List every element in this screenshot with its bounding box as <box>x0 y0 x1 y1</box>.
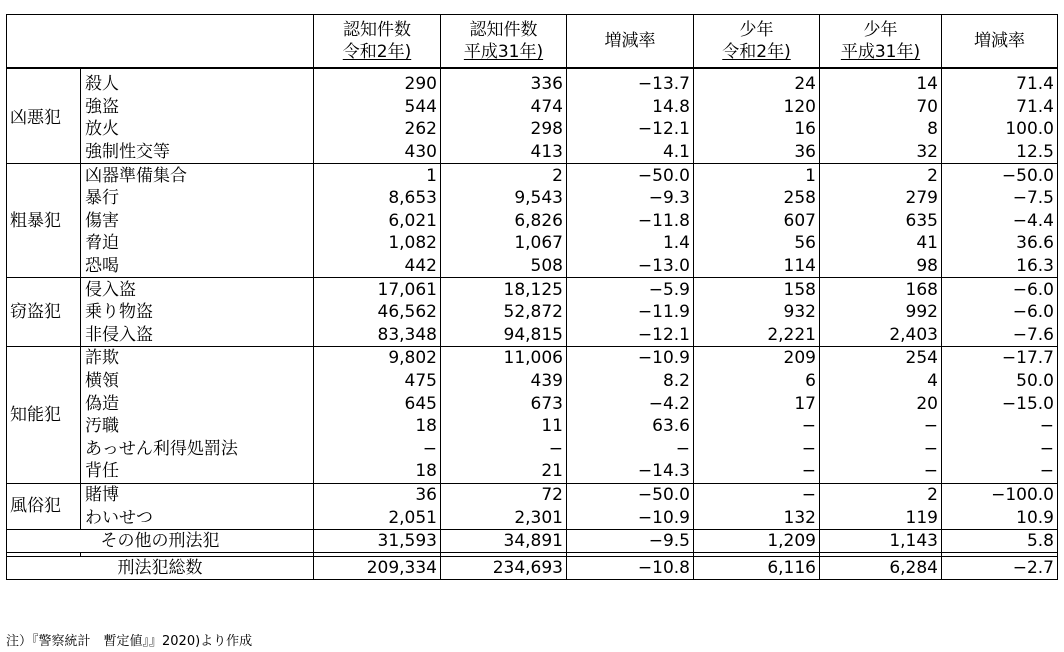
value-cell: 11 <box>441 415 567 438</box>
value-cell: 18,125 <box>441 278 567 301</box>
value-cell: −6.0 <box>942 301 1058 324</box>
crime-type-cell: 偽造 <box>81 392 314 415</box>
table-row <box>7 187 1058 210</box>
crime-type-cell: 背任 <box>81 460 314 483</box>
value-cell: 1,082 <box>314 232 441 255</box>
crime-type-cell: 乗り物盗 <box>81 301 314 324</box>
value-cell: −100.0 <box>942 483 1058 506</box>
value-cell: 1,143 <box>820 529 942 552</box>
value-cell: 2,301 <box>441 506 567 529</box>
value-cell: 6,021 <box>314 210 441 233</box>
value-cell: 17 <box>694 392 820 415</box>
value-cell: − <box>820 438 942 461</box>
group-label: 粗暴犯 <box>7 164 81 278</box>
value-cell: 11,006 <box>441 347 567 370</box>
value-cell: −7.5 <box>942 187 1058 210</box>
value-cell: −12.1 <box>567 324 694 347</box>
value-cell: − <box>942 415 1058 438</box>
value-cell: 98 <box>820 255 942 278</box>
table-row <box>7 141 1058 164</box>
crime-type-cell: 強制性交等 <box>81 141 314 164</box>
value-cell: 290 <box>314 73 441 96</box>
table-row <box>7 324 1058 347</box>
value-cell: 932 <box>694 301 820 324</box>
value-cell: 413 <box>441 141 567 164</box>
value-cell: − <box>567 438 694 461</box>
crime-type-cell: 暴行 <box>81 187 314 210</box>
value-cell: 71.4 <box>942 96 1058 119</box>
table-row <box>7 483 1058 506</box>
value-cell: 298 <box>441 118 567 141</box>
value-cell: 71.4 <box>942 73 1058 96</box>
header-recognized-h31: 認知件数 平成31年) <box>441 15 567 69</box>
value-cell: 2 <box>820 483 942 506</box>
value-cell: −50.0 <box>567 483 694 506</box>
value-cell: 258 <box>694 187 820 210</box>
header-juvenile-r2: 少年 令和2年) <box>694 15 820 69</box>
value-cell: −11.8 <box>567 210 694 233</box>
value-cell: 279 <box>820 187 942 210</box>
crime-type-cell: わいせつ <box>81 506 314 529</box>
value-cell: 1,209 <box>694 529 820 552</box>
value-cell: −7.6 <box>942 324 1058 347</box>
crime-type-cell: 凶器準備集合 <box>81 164 314 187</box>
value-cell: −5.9 <box>567 278 694 301</box>
value-cell: − <box>441 438 567 461</box>
value-cell: 508 <box>441 255 567 278</box>
value-cell: 94,815 <box>441 324 567 347</box>
crime-type-cell: 詐欺 <box>81 347 314 370</box>
value-cell: 158 <box>694 278 820 301</box>
header-blank <box>7 15 314 69</box>
table-row <box>7 118 1058 141</box>
other-crimes-row <box>7 529 1058 552</box>
value-cell: 475 <box>314 370 441 393</box>
value-cell: 2 <box>820 164 942 187</box>
value-cell: − <box>820 460 942 483</box>
value-cell: 2,221 <box>694 324 820 347</box>
value-cell: 18 <box>314 460 441 483</box>
value-cell: 635 <box>820 210 942 233</box>
table-row <box>7 73 1058 96</box>
table-row <box>7 255 1058 278</box>
value-cell: 52,872 <box>441 301 567 324</box>
value-cell: − <box>694 460 820 483</box>
value-cell: 46,562 <box>314 301 441 324</box>
crime-statistics-table <box>6 14 1058 580</box>
value-cell: 673 <box>441 392 567 415</box>
crime-type-cell: 殺人 <box>81 73 314 96</box>
value-cell: 336 <box>441 73 567 96</box>
value-cell: 32 <box>820 141 942 164</box>
crime-type-cell: 侵入盗 <box>81 278 314 301</box>
value-cell: 544 <box>314 96 441 119</box>
value-cell: 16.3 <box>942 255 1058 278</box>
table-row <box>7 438 1058 461</box>
value-cell: 2,051 <box>314 506 441 529</box>
value-cell: 10.9 <box>942 506 1058 529</box>
value-cell: 8.2 <box>567 370 694 393</box>
crime-type-cell: 放火 <box>81 118 314 141</box>
value-cell: 1 <box>694 164 820 187</box>
other-crimes-row-label: その他の刑法犯 <box>7 529 314 552</box>
value-cell: 132 <box>694 506 820 529</box>
value-cell: 8,653 <box>314 187 441 210</box>
value-cell: 100.0 <box>942 118 1058 141</box>
value-cell: 168 <box>820 278 942 301</box>
header-recognized-r2: 認知件数 令和2年) <box>314 15 441 69</box>
value-cell: 14.8 <box>567 96 694 119</box>
value-cell: 70 <box>820 96 942 119</box>
header-row <box>7 15 1058 69</box>
table-row <box>7 460 1058 483</box>
table-row <box>7 96 1058 119</box>
value-cell: −2.7 <box>942 556 1058 579</box>
value-cell: −10.8 <box>567 556 694 579</box>
source-note: 注）『警察統計 暫定値』』2020)より作成 <box>6 634 253 649</box>
value-cell: − <box>694 483 820 506</box>
table-row <box>7 278 1058 301</box>
value-cell: 474 <box>441 96 567 119</box>
value-cell: 63.6 <box>567 415 694 438</box>
value-cell: 36 <box>694 141 820 164</box>
table-body <box>7 68 1058 579</box>
crime-type-cell: 強盗 <box>81 96 314 119</box>
value-cell: 2 <box>441 164 567 187</box>
value-cell: 607 <box>694 210 820 233</box>
crime-type-cell: 恐喝 <box>81 255 314 278</box>
value-cell: 21 <box>441 460 567 483</box>
table-row <box>7 506 1058 529</box>
value-cell: 36.6 <box>942 232 1058 255</box>
table-row <box>7 232 1058 255</box>
total-row-label: 刑法犯総数 <box>7 556 314 579</box>
value-cell: − <box>820 415 942 438</box>
value-cell: −4.4 <box>942 210 1058 233</box>
crime-type-cell: 賭博 <box>81 483 314 506</box>
crime-type-cell: あっせん利得処罰法 <box>81 438 314 461</box>
value-cell: −15.0 <box>942 392 1058 415</box>
value-cell: 442 <box>314 255 441 278</box>
value-cell: 34,891 <box>441 529 567 552</box>
value-cell: 262 <box>314 118 441 141</box>
value-cell: 4.1 <box>567 141 694 164</box>
value-cell: − <box>694 438 820 461</box>
value-cell: 114 <box>694 255 820 278</box>
value-cell: −11.9 <box>567 301 694 324</box>
crime-statistics-table-container <box>6 14 1058 580</box>
value-cell: 254 <box>820 347 942 370</box>
table-row <box>7 164 1058 187</box>
value-cell: −10.9 <box>567 347 694 370</box>
value-cell: −13.0 <box>567 255 694 278</box>
value-cell: 119 <box>820 506 942 529</box>
value-cell: −13.7 <box>567 73 694 96</box>
value-cell: 9,543 <box>441 187 567 210</box>
value-cell: −9.5 <box>567 529 694 552</box>
value-cell: 14 <box>820 73 942 96</box>
value-cell: 9,802 <box>314 347 441 370</box>
group-label: 凶悪犯 <box>7 73 81 164</box>
value-cell: 36 <box>314 483 441 506</box>
value-cell: 645 <box>314 392 441 415</box>
value-cell: 430 <box>314 141 441 164</box>
value-cell: 6,284 <box>820 556 942 579</box>
value-cell: 83,348 <box>314 324 441 347</box>
crime-type-cell: 非侵入盗 <box>81 324 314 347</box>
value-cell: − <box>942 460 1058 483</box>
value-cell: 56 <box>694 232 820 255</box>
header-juvenile-h31: 少年 平成31年) <box>820 15 942 69</box>
crime-type-cell: 傷害 <box>81 210 314 233</box>
table-row <box>7 370 1058 393</box>
value-cell: 5.8 <box>942 529 1058 552</box>
value-cell: 6,826 <box>441 210 567 233</box>
crime-type-cell: 汚職 <box>81 415 314 438</box>
group-label: 知能犯 <box>7 347 81 484</box>
value-cell: − <box>942 438 1058 461</box>
value-cell: 31,593 <box>314 529 441 552</box>
total-row <box>7 556 1058 579</box>
value-cell: 439 <box>441 370 567 393</box>
value-cell: 8 <box>820 118 942 141</box>
table-row <box>7 210 1058 233</box>
group-label: 風俗犯 <box>7 483 81 529</box>
table-row <box>7 392 1058 415</box>
value-cell: 234,693 <box>441 556 567 579</box>
header-juvenile-change-rate: 増減率 <box>942 15 1058 69</box>
value-cell: − <box>694 415 820 438</box>
value-cell: −9.3 <box>567 187 694 210</box>
value-cell: 20 <box>820 392 942 415</box>
value-cell: −50.0 <box>567 164 694 187</box>
value-cell: 18 <box>314 415 441 438</box>
value-cell: 16 <box>694 118 820 141</box>
value-cell: −4.2 <box>567 392 694 415</box>
value-cell: −12.1 <box>567 118 694 141</box>
value-cell: 1,067 <box>441 232 567 255</box>
table-row <box>7 347 1058 370</box>
value-cell: 209,334 <box>314 556 441 579</box>
value-cell: 50.0 <box>942 370 1058 393</box>
value-cell: 4 <box>820 370 942 393</box>
value-cell: 17,061 <box>314 278 441 301</box>
value-cell: 1.4 <box>567 232 694 255</box>
crime-type-cell: 横領 <box>81 370 314 393</box>
crime-type-cell: 脅迫 <box>81 232 314 255</box>
value-cell: 992 <box>820 301 942 324</box>
table-row <box>7 415 1058 438</box>
value-cell: −14.3 <box>567 460 694 483</box>
value-cell: 1 <box>314 164 441 187</box>
header-change-rate: 増減率 <box>567 15 694 69</box>
value-cell: 6,116 <box>694 556 820 579</box>
value-cell: −17.7 <box>942 347 1058 370</box>
value-cell: 12.5 <box>942 141 1058 164</box>
group-label: 窃盗犯 <box>7 278 81 347</box>
table-row <box>7 301 1058 324</box>
value-cell: 72 <box>441 483 567 506</box>
value-cell: −6.0 <box>942 278 1058 301</box>
value-cell: 120 <box>694 96 820 119</box>
value-cell: 41 <box>820 232 942 255</box>
value-cell: 209 <box>694 347 820 370</box>
value-cell: − <box>314 438 441 461</box>
value-cell: −10.9 <box>567 506 694 529</box>
value-cell: 2,403 <box>820 324 942 347</box>
value-cell: 24 <box>694 73 820 96</box>
value-cell: 6 <box>694 370 820 393</box>
value-cell: −50.0 <box>942 164 1058 187</box>
